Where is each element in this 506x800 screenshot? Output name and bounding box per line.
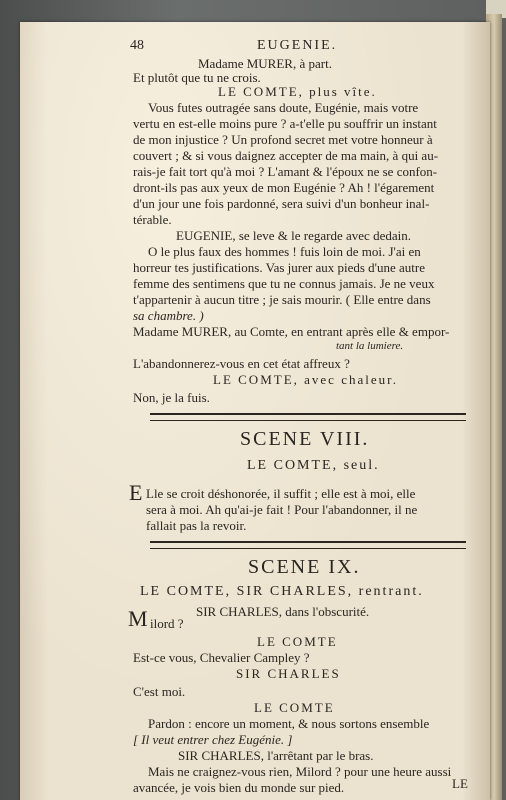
text-line: L'abandonnerez-vous en cet état affreux ? [133, 356, 350, 371]
text-line: femme des sentimens que tu ne connus jamais. Je ne veux [133, 276, 435, 291]
speaker-line: LE COMTE, seul. [247, 458, 380, 473]
speaker-line: LE COMTE [257, 634, 338, 649]
speaker-line: SIR CHARLES [236, 666, 341, 681]
scene-heading: SCENE VIII. [240, 428, 370, 450]
text-line: Et plutôt que tu ne crois. [133, 70, 261, 85]
speaker-line: SIR CHARLES, l'arrêtant par le bras. [178, 748, 374, 763]
speaker-line: LE COMTE, SIR CHARLES, rentrant. [140, 584, 424, 599]
text-line: Lle se croit déshonorée, il suffit ; elle est à moi, elle [146, 486, 416, 501]
text-line: couvert ; & si vous daignez accepter de ma main, à qui au- [133, 148, 439, 163]
text-line: t'appartenir à aucun titre ; je sais mourir. ( Elle entre dans [133, 292, 431, 307]
drop-cap: M [128, 606, 148, 631]
text-line: Mais ne craignez-vous rien, Milord ? pour une heure aussi [148, 764, 452, 779]
speaker-line: Madame MURER, au Comte, en entrant après elle & empor- [133, 324, 450, 339]
section-rule [150, 413, 466, 421]
text-line: avancée, je vois bien du monde sur pied. [133, 780, 345, 795]
text-line: Est-ce vous, Chevalier Campley ? [133, 650, 310, 665]
text-line: fallait pas la revoir. [146, 518, 247, 533]
text-line: Non, je la fuis. [133, 390, 210, 405]
drop-cap: E [129, 480, 143, 505]
speaker-line: Madame MURER, à part. [198, 56, 332, 71]
text-line: d'un jour une fois pardonné, sera suivi d'un bonheur inal- [133, 196, 430, 211]
speaker-line: LE COMTE, plus vîte. [218, 84, 377, 99]
section-rule [150, 541, 466, 549]
running-head: EUGENIE. [257, 38, 338, 53]
stage-direction: [ Il veut entrer chez Eugénie. ] [133, 732, 293, 747]
text-line: térable. [133, 212, 172, 227]
text-line: sera à moi. Ah qu'ai-je fait ! Pour l'abandonner, il ne [146, 502, 418, 517]
text-line: O le plus faux des hommes ! fuis loin de moi. J'ai en [148, 244, 421, 259]
speaker-line: LE COMTE [254, 700, 335, 715]
stage-direction: sa chambre. ) [133, 308, 204, 323]
speaker-line: LE COMTE, avec chaleur. [213, 372, 398, 387]
catchword: LE [452, 776, 468, 791]
text-line: rais-je fait tort qu'à moi ? L'amant & l'époux ne se confon- [133, 164, 438, 179]
scene-heading: SCENE IX. [248, 556, 361, 578]
text-line: vertu en est-elle moins pure ? a-t'elle pu souffrir un instant [133, 116, 437, 131]
speaker-line: EUGENIE, se leve & le regarde avec dedain. [176, 228, 411, 243]
text-line: ilord ? [150, 616, 184, 631]
text-line: Vous futes outragée sans doute, Eugénie, mais votre [148, 100, 419, 115]
text-line: dront-ils pas aux yeux de mon Eugénie ? Ah ! l'égarement [133, 180, 435, 195]
stage-direction: tant la lumiere. [336, 340, 404, 352]
text-line: de mon injustice ? Un profond secret met votre honneur à [133, 132, 433, 147]
page-number: 48 [130, 38, 144, 53]
text-line: Pardon : encore un moment, & nous sortons ensemble [148, 716, 430, 731]
text-line: C'est moi. [133, 684, 186, 699]
text-line: horreur tes justifications. Vas jurer aux pieds d'une autre [133, 260, 425, 275]
speaker-line: SIR CHARLES, dans l'obscurité. [196, 604, 370, 619]
